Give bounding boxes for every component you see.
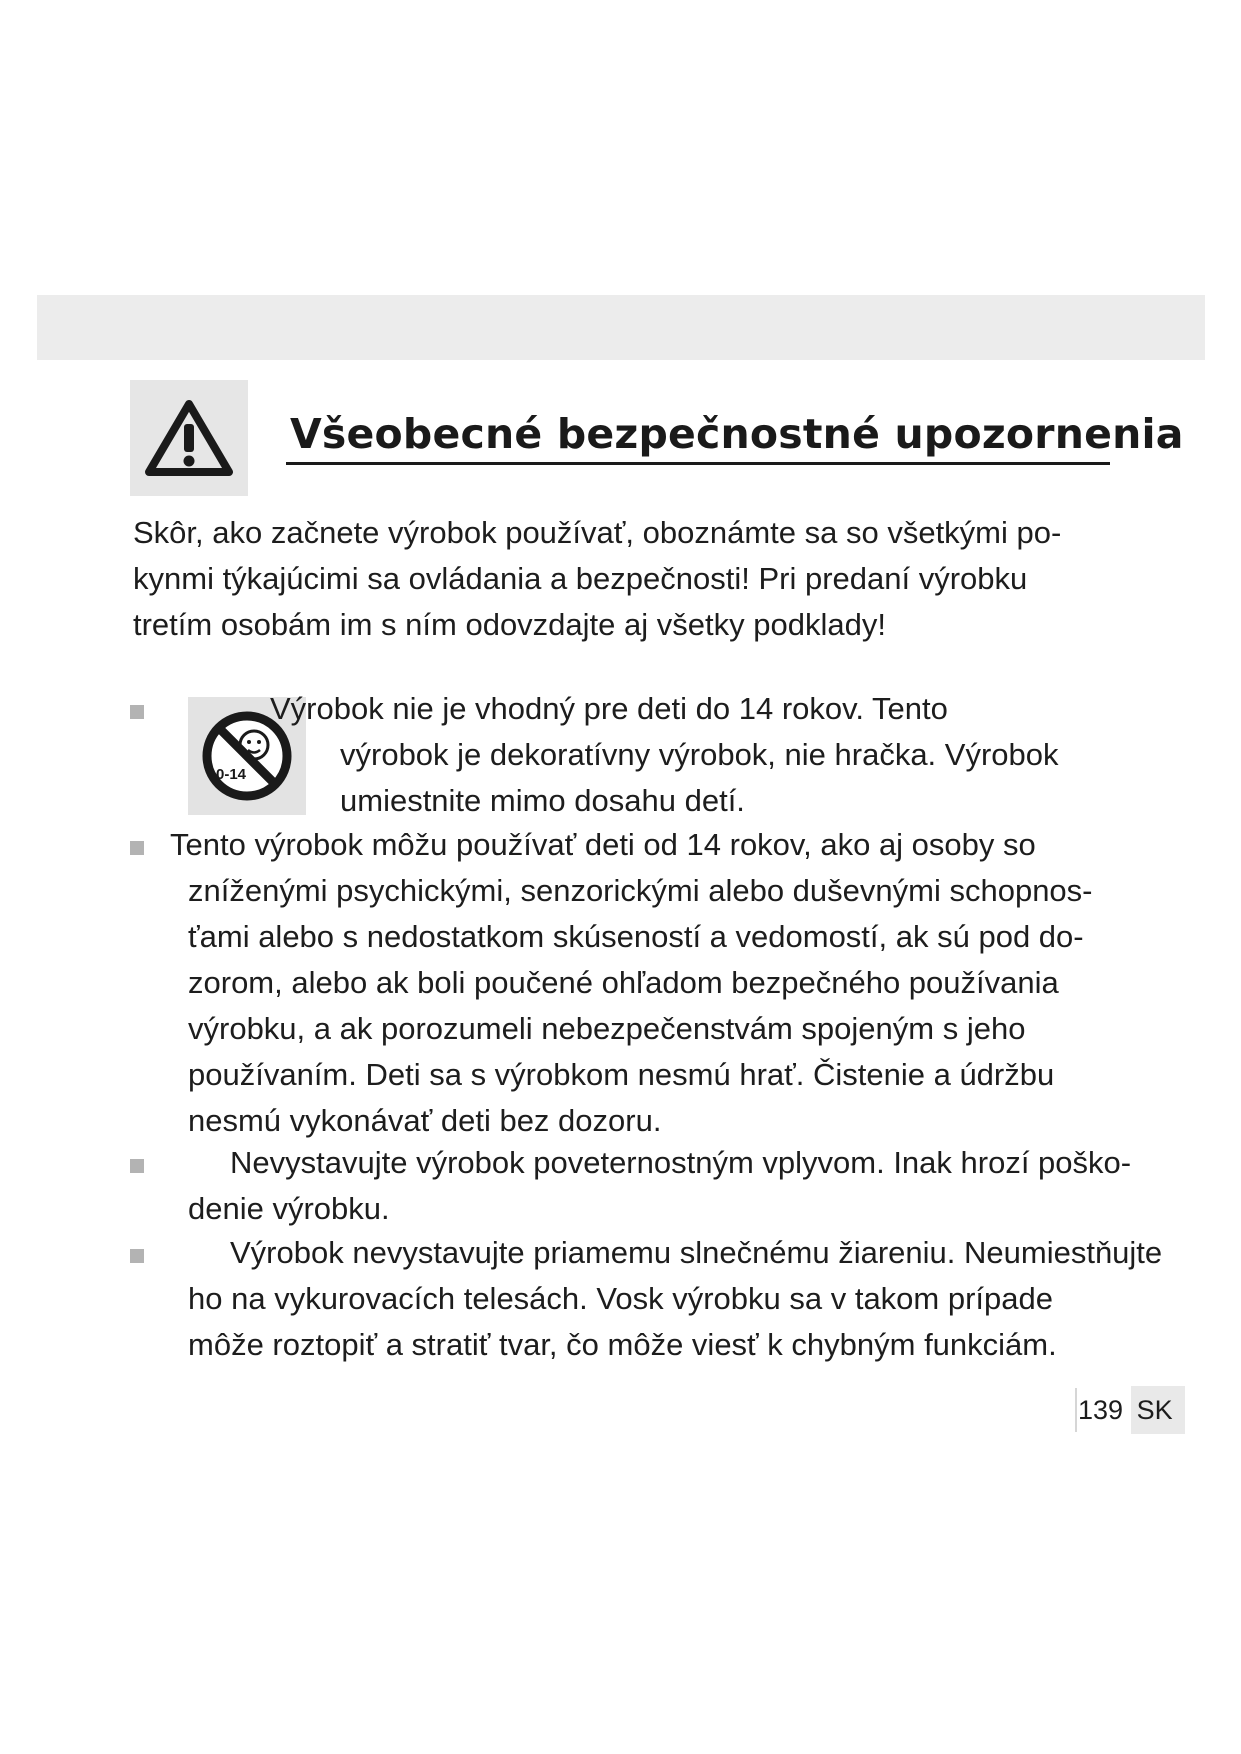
bullet-marker xyxy=(130,1249,144,1263)
bullet-2-line: výrobku, a ak porozumeli nebezpečenstvám spojeným s jeho xyxy=(188,1011,1026,1046)
bullet-4-line: môže roztopiť a stratiť tvar, čo môže viesť k chybným funkciám. xyxy=(188,1327,1057,1362)
bullet-1-line: výrobok je dekoratívny výrobok, nie hračka. Výrobok xyxy=(340,737,1059,772)
bullet-1-line: Výrobok nie je vhodný pre deti do 14 rokov. Tento xyxy=(270,691,948,726)
bullet-2-line: zorom, alebo ak boli poučené ohľadom bezpečného používania xyxy=(188,965,1059,1000)
intro-line: tretím osobám im s ním odovzdajte aj všetky podklady! xyxy=(133,607,886,642)
bullet-4-line: Výrobok nevystavujte priamemu slnečnému žiareniu. Neumiestňujte xyxy=(230,1235,1163,1270)
page-number: 139 xyxy=(1078,1395,1124,1425)
bullet-1-line: umiestnite mimo dosahu detí. xyxy=(340,783,745,818)
bullet-marker xyxy=(130,705,144,719)
bullet-2-line: Tento výrobok môžu používať deti od 14 rokov, ako aj osoby so xyxy=(170,827,1036,862)
bullet-marker xyxy=(130,841,144,855)
bullet-2-line: zníženými psychickými, senzorickými alebo duševnými schopnos- xyxy=(188,873,1093,908)
header-band xyxy=(37,295,1205,360)
page-footer xyxy=(1078,1386,1185,1434)
title-underline xyxy=(286,462,1110,465)
page-title: Všeobecné bezpečnostné upozornenia xyxy=(290,410,1184,458)
bullet-3-line: Nevystavujte výrobok poveternostným vplyvom. Inak hrozí poško- xyxy=(230,1145,1132,1180)
bullet-2-line: nesmú vykonávať deti bez dozoru. xyxy=(188,1103,662,1138)
bullet-2-line: používaním. Deti sa s výrobkom nesmú hrať. Čistenie a údržbu xyxy=(188,1057,1055,1092)
warning-box xyxy=(130,380,248,496)
bullet-marker xyxy=(130,1159,144,1173)
age-range-label: 0-14 xyxy=(216,766,247,783)
bullet-2-line: ťami alebo s nedostatkom skúseností a vedomostí, ak sú pod do- xyxy=(188,919,1084,954)
intro-paragraph xyxy=(133,510,1133,648)
intro-line: Skôr, ako začnete výrobok používať, oboznámte sa so všetkými po- xyxy=(133,515,1062,550)
intro-line: kynmi týkajúcimi sa ovládania a bezpečnosti! Pri predaní výrobku xyxy=(133,561,1028,596)
language-code: SK xyxy=(1131,1386,1185,1434)
bullet-4-line: ho na vykurovacích telesách. Vosk výrobku sa v takom prípade xyxy=(188,1281,1054,1316)
warning-triangle-icon xyxy=(144,398,234,478)
bullet-3-line: denie výrobku. xyxy=(188,1191,390,1226)
footer-separator xyxy=(1075,1388,1077,1432)
